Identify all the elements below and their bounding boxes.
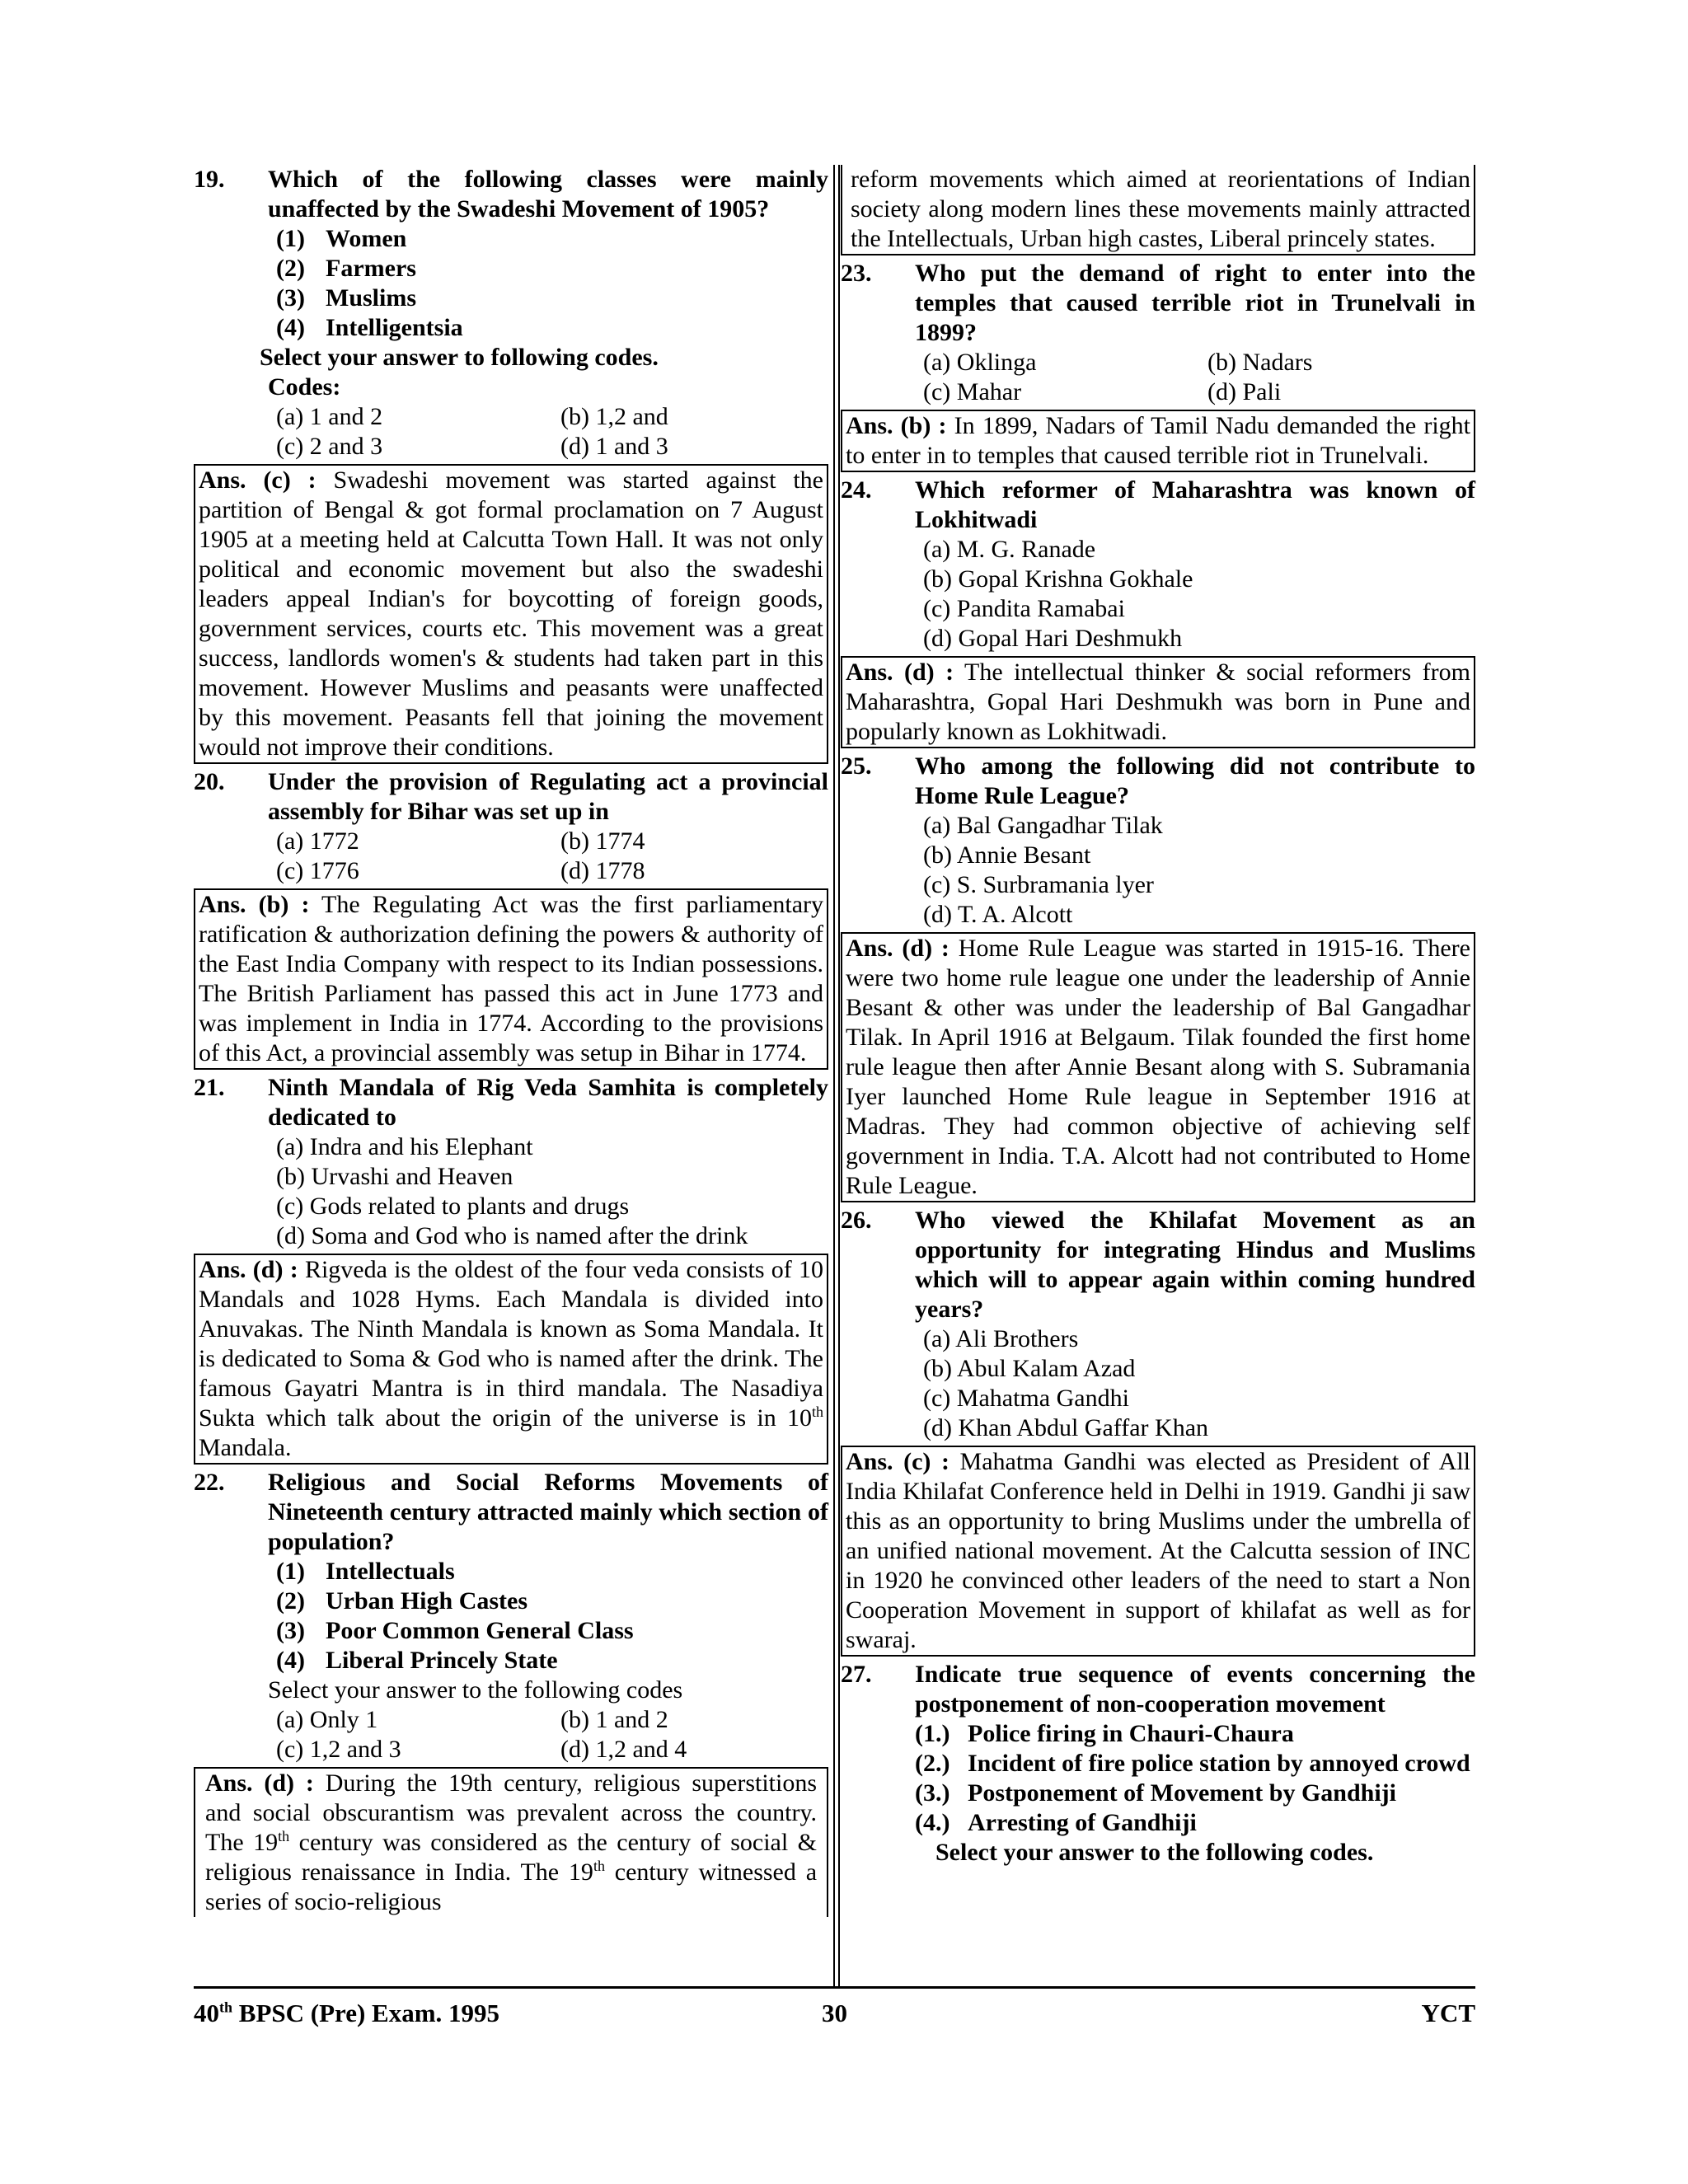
- statement: (4) Intelligentsia: [276, 314, 463, 341]
- superscript: th: [811, 1404, 823, 1420]
- option: (c) 2 and 3: [276, 433, 383, 460]
- answer-box: [841, 656, 1475, 748]
- option: (d) T. A. Alcott: [923, 901, 1073, 928]
- answer-text: The intellectual thinker & social reformers from Maharashtra, Gopal Hari Deshmukh was born in Pune and popularly known as Lokhitwadi.: [846, 658, 1470, 745]
- answer-box: [841, 932, 1475, 1202]
- answer-box: [841, 410, 1475, 472]
- footer-publisher: YCT: [1421, 1999, 1475, 2027]
- option: (c) Gods related to plants and drugs: [276, 1193, 630, 1220]
- option: (c) 1776: [276, 857, 359, 884]
- options: [923, 348, 1475, 407]
- question-27: [841, 1660, 1475, 1719]
- question-number: 26.: [841, 1207, 872, 1234]
- option: (d) Khan Abdul Gaffar Khan: [923, 1414, 1209, 1441]
- options: [276, 1132, 828, 1251]
- question-text: Which reformer of Maharashtra was known of Lokhitwadi: [915, 476, 1475, 533]
- option: (a) Only 1: [276, 1706, 378, 1733]
- option: (a) Ali Brothers: [923, 1325, 1079, 1352]
- statement-list: [276, 1557, 828, 1675]
- question-number: 19.: [194, 166, 225, 193]
- answer-text: In 1899, Nadars of Tamil Nadu demanded the right to enter in to temples that caused terrible riot in Trunelvali.: [846, 412, 1470, 469]
- statement: (2.) Incident of fire police station by annoyed crowd: [915, 1750, 1470, 1777]
- question-text: Under the provision of Regulating act a provincial assembly for Bihar was set up in: [268, 768, 828, 825]
- statement: (4.) Arresting of Gandhiji: [915, 1809, 1197, 1836]
- instruction: Select your answer to the following codes.: [935, 1839, 1374, 1866]
- question-26: [841, 1206, 1475, 1324]
- option: (d) 1 and 3: [560, 433, 668, 460]
- option: (b) Annie Besant: [923, 841, 1091, 869]
- answer-box: Ans. (d) : During the 19th century, religious superstitions and social obscurantism was prevalent across the country. The 19th century was considered as the century of social & religious renaissance in India. The 19th century witnessed a series of socio-religious: [194, 1767, 828, 1917]
- option: (c) Mahatma Gandhi: [923, 1385, 1129, 1412]
- instruction: Select your answer to the following codes: [268, 1676, 683, 1704]
- question-text: Ninth Mandala of Rig Veda Samhita is completely dedicated to: [268, 1074, 828, 1131]
- statement: (3) Poor Common General Class: [276, 1617, 634, 1644]
- option: (b) Nadars: [1207, 349, 1313, 376]
- footer-exam-title: 40th BPSC (Pre) Exam. 1995: [194, 1999, 500, 2027]
- question-text: Which of the following classes were mainly unaffected by the Swadeshi Movement of 1905?: [268, 166, 828, 223]
- statement: (1.) Police firing in Chauri-Chaura: [915, 1720, 1294, 1747]
- question-21: [194, 1073, 828, 1132]
- question-23: [841, 259, 1475, 348]
- options: [923, 535, 1475, 654]
- statement: (2) Farmers: [276, 255, 416, 282]
- statement: (1) Intellectuals: [276, 1558, 455, 1585]
- question-text: Religious and Social Reforms Movements of Nineteenth century attracted mainly which section of population?: [268, 1469, 828, 1555]
- answer-label: Ans. (d) :: [846, 935, 950, 962]
- options: [923, 811, 1475, 930]
- answer-box: [194, 888, 828, 1070]
- answer-box: [841, 1446, 1475, 1657]
- option: (d) Soma and God who is named after the drink: [276, 1222, 748, 1249]
- answer-label: Ans. (b) :: [846, 412, 947, 439]
- option: (b) Abul Kalam Azad: [923, 1355, 1136, 1382]
- answer-label: Ans. (c) :: [846, 1448, 950, 1475]
- statement: (3) Muslims: [276, 284, 417, 312]
- answer-continuation: reform movements which aimed at reorientations of Indian society along modern lines these movements mainly attracted the Intellectuals, Urban high castes, Liberal princely states.: [841, 165, 1475, 255]
- option: (c) 1,2 and 3: [276, 1736, 401, 1763]
- column-divider: [833, 165, 840, 1986]
- answer-label: Ans. (b) :: [199, 891, 310, 918]
- option: (c) S. Surbramania lyer: [923, 871, 1154, 898]
- question-text: Who put the demand of right to enter into the temples that caused terrible riot in Trunelvali in 1899?: [915, 260, 1475, 346]
- option: (a) M. G. Ranade: [923, 536, 1096, 563]
- option: (b) 1 and 2: [560, 1706, 668, 1733]
- option: (a) Bal Gangadhar Tilak: [923, 812, 1163, 839]
- options: [276, 402, 828, 462]
- statement: (4) Liberal Princely State: [276, 1647, 558, 1674]
- question-19: [194, 165, 828, 224]
- answer-text: The Regulating Act was the first parliamentary ratification & authorization defining the powers & authority of the East India Company with respect to its Indian possessions. The British Parliament has passed this act in June 1773 and was implement in India in 1774. According to the provisions of this Act, a provincial assembly was setup in Bihar in 1774.: [199, 891, 823, 1066]
- option: (b) Urvashi and Heaven: [276, 1163, 513, 1190]
- answer-label: Ans. (d) :: [199, 1256, 298, 1283]
- question-number: 24.: [841, 476, 872, 504]
- option: (a) Oklinga: [923, 349, 1037, 376]
- answer-text: Home Rule League was started in 1915-16. There were two home rule league one under the leadership of Annie Besant & other was under the leadership of Bal Gangadhar Tilak. In April 1916 at Belgaum. Tilak founded the first home rule league then after Annie Besant along with S. Subramania Iyer launched Home Rule league in September 1916 at Madras. They had common objective of achieving self government in India. T.A. Alcott had not contributed to Home Rule League.: [846, 935, 1470, 1199]
- option: (a) 1772: [276, 827, 359, 855]
- option: (b) Gopal Krishna Gokhale: [923, 565, 1193, 593]
- option: (d) 1778: [560, 857, 645, 884]
- question-number: 22.: [194, 1469, 225, 1496]
- answer-text: Swadeshi movement was started against the partition of Bengal & got formal proclamation on 7 August 1905 at a meeting held at Calcutta Town Hall. It was not only political and economic movement but also the swadeshi leaders appeal Indian's for boycotting of foreign goods, government services, courts etc. This movement was a great success, landlords women's & students had taken part in this movement. However Muslims and peasants were unaffected by this movement. Peasants fell that joining the movement would not improve their conditions.: [199, 466, 823, 761]
- codes-label: Codes:: [268, 373, 341, 401]
- statement-list: [276, 224, 828, 343]
- question-number: 21.: [194, 1074, 225, 1101]
- answer-box: [194, 464, 828, 764]
- question-text: Indicate true sequence of events concerning the postponement of non-cooperation movement: [915, 1661, 1475, 1718]
- question-text: Who viewed the Khilafat Movement as an opportunity for integrating Hindus and Muslims which will to appear again within coming hundred years?: [915, 1207, 1475, 1323]
- question-number: 23.: [841, 260, 872, 287]
- page-number: 30: [822, 1999, 847, 2027]
- option: (d) 1,2 and 4: [560, 1736, 687, 1763]
- option: (c) Mahar: [923, 378, 1022, 405]
- option: (a) Indra and his Elephant: [276, 1133, 533, 1160]
- answer-text: Rigveda is the oldest of the four veda consists of 10 Mandals and 1028 Hyms. Each Mandala is divided into Anuvakas. The Ninth Mandala is known as Soma Mandala. It is dedicated to Soma & God who is named after the drink. The famous Gayatri Mantra is in third mandala. The Nasadiya Sukta which talk about the origin of the universe is in 10: [199, 1256, 823, 1432]
- answer-box: [194, 1254, 828, 1465]
- answer-label: Ans. (c) :: [199, 466, 316, 494]
- question-25: [841, 752, 1475, 811]
- instruction: Select your answer to following codes.: [260, 344, 659, 371]
- option: (b) 1774: [560, 827, 645, 855]
- statement: (2) Urban High Castes: [276, 1587, 528, 1615]
- left-column: [194, 165, 828, 1920]
- options: [276, 827, 828, 886]
- answer-text-tail: Mandala.: [199, 1434, 292, 1461]
- option: (d) Gopal Hari Deshmukh: [923, 625, 1183, 652]
- question-20: [194, 767, 828, 827]
- statement: (1) Women: [276, 225, 407, 252]
- option: (d) Pali: [1207, 378, 1282, 405]
- option: (a) 1 and 2: [276, 403, 383, 430]
- option: (b) 1,2 and: [560, 403, 668, 430]
- question-number: 25.: [841, 752, 872, 780]
- statement: (3.) Postponement of Movement by Gandhiji: [915, 1779, 1396, 1807]
- options: [923, 1324, 1475, 1443]
- options: [276, 1705, 828, 1765]
- option: (c) Pandita Ramabai: [923, 595, 1125, 622]
- question-22: [194, 1468, 828, 1557]
- answer-label: Ans. (d) :: [205, 1769, 314, 1797]
- question-number: 27.: [841, 1661, 872, 1688]
- statement-list: [915, 1719, 1475, 1838]
- right-column: [841, 165, 1475, 1868]
- answer-text: Mahatma Gandhi was elected as President of All India Khilafat Conference held in Delhi in 1919. Gandhi ji saw this as an opportunity to bring Muslims under the umbrella of an unified national movement. At the Calcutta session of INC in 1920 he convinced other leaders of the need to start a Non Cooperation Movement in support of khilafat as well as for swaraj.: [846, 1448, 1470, 1653]
- answer-label: Ans. (d) :: [846, 658, 954, 686]
- question-text: Who among the following did not contribute to Home Rule League?: [915, 752, 1475, 809]
- footer-rule: [194, 1986, 1475, 1989]
- question-24: [841, 476, 1475, 535]
- question-number: 20.: [194, 768, 225, 795]
